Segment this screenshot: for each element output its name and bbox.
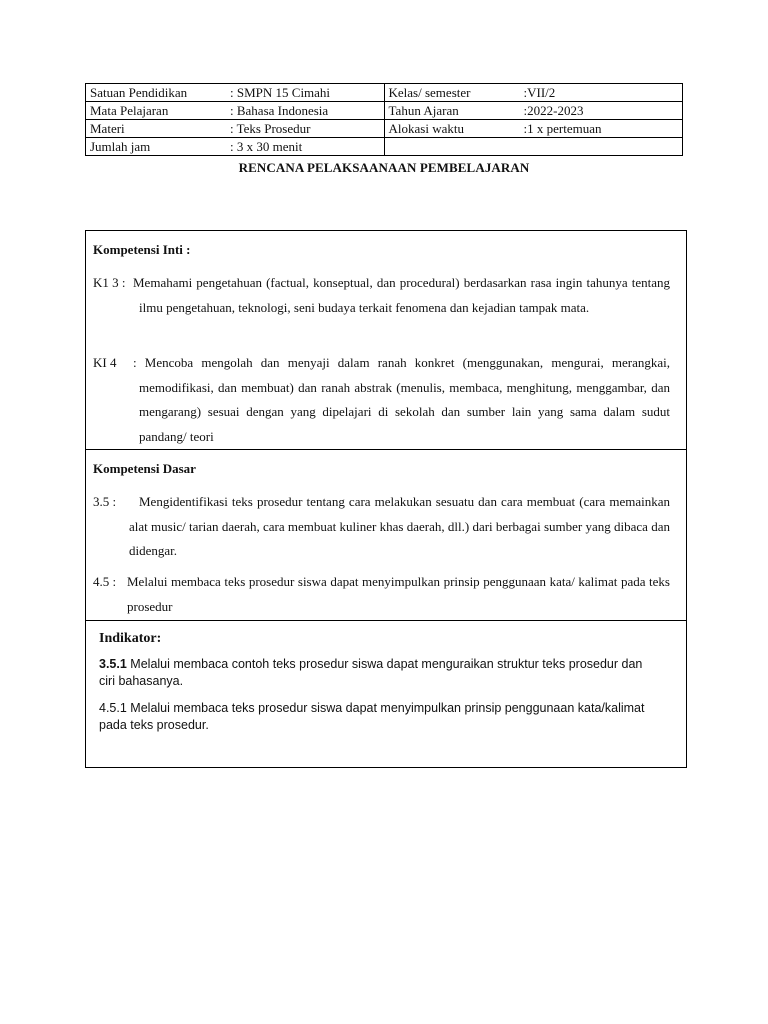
section-heading: Kompetensi Inti :: [93, 242, 191, 257]
table-cell-empty: [384, 138, 682, 156]
table-row: [86, 138, 683, 156]
table-cell: [384, 120, 682, 138]
table-cell: [86, 102, 385, 120]
indikator-number: 3.5.1: [99, 657, 127, 671]
indikator-section: [86, 621, 686, 768]
indikator-text: Melalui membaca teks prosedur siswa dapat menyimpulkan prinsip penggunaan kata/kalimat pada teks prosedur.: [99, 701, 645, 732]
competency-box: [85, 230, 687, 768]
indikator-number: 4.5.1: [99, 701, 127, 715]
table-cell: [86, 120, 385, 138]
field-label: Mata Pelajaran: [90, 103, 169, 118]
field-value: : Teks Prosedur: [230, 121, 311, 136]
field-value: :1 x pertemuan: [523, 121, 602, 136]
table-cell: [86, 138, 385, 156]
table-cell: [86, 84, 385, 102]
item-text: Melalui membaca teks prosedur siswa dapat menyimpulkan prinsip penggunaan kata/ kalimat pada teks prosedur: [127, 574, 670, 614]
field-label: Materi: [90, 121, 125, 136]
field-label: Alokasi waktu: [388, 121, 464, 136]
item-text: Memahami pengetahuan (factual, konseptual, dan procedural) berdasarkan rasa ingin tahunya tentang ilmu pengetahuan, teknologi, seni budaya terkait fenomena dan kejadian tampak mata.: [133, 275, 670, 315]
indikator-item: [99, 656, 659, 690]
section-heading: Kompetensi Dasar: [93, 461, 196, 476]
indikator-item: [99, 700, 659, 734]
item-label: 3.5 :: [93, 494, 117, 509]
table-row: [86, 102, 683, 120]
item-label: 4.5 :: [93, 574, 117, 589]
field-value: :2022-2023: [523, 103, 584, 118]
item-text: : Mencoba mengolah dan menyaji dalam ranah konkret (menggunakan, mengurai, merangkai, memodifikasi, dan membuat) dan ranah abstrak (menulis, membaca, menghitung, menggambar, dan mengarang) sesuai dengan yang dipelajari di sekolah dan sumber lain yang sama dalam sudut pandang/ teori: [133, 355, 670, 444]
identity-table: [85, 83, 683, 156]
item-label: K1 3 :: [93, 275, 126, 290]
kd-item: [93, 490, 670, 564]
item-text: Mengidentifikasi teks prosedur tentang cara melakukan sesuatu dan cara membuat (cara memainkan alat music/ tarian daerah, cara membuat kuliner khas daerah, dll.) dari berbagai sumber yang dibaca dan didengar.: [129, 494, 670, 558]
table-cell: [384, 102, 682, 120]
table-row: [86, 84, 683, 102]
table-cell: [384, 84, 682, 102]
ki-item: [93, 271, 670, 320]
field-value: : SMPN 15 Cimahi: [230, 85, 331, 100]
field-label: Satuan Pendidikan: [90, 85, 188, 100]
field-value: : Bahasa Indonesia: [230, 103, 329, 118]
item-label: KI 4: [93, 355, 117, 370]
field-value: : 3 x 30 menit: [230, 139, 303, 154]
document-title: RENCANA PELAKSAANAAN PEMBELAJARAN: [238, 160, 530, 175]
table-row: [86, 120, 683, 138]
kd-item: [93, 570, 670, 619]
field-label: Kelas/ semester: [388, 85, 471, 100]
indikator-text: Melalui membaca contoh teks prosedur siswa dapat menguraikan struktur teks prosedur dan ciri bahasanya.: [99, 657, 643, 688]
section-heading: Indikator:: [99, 631, 162, 646]
field-label: Tahun Ajaran: [388, 103, 459, 118]
ki-item: [93, 351, 670, 449]
field-value: :VII/2: [523, 85, 556, 100]
field-label: Jumlah jam: [90, 139, 151, 154]
